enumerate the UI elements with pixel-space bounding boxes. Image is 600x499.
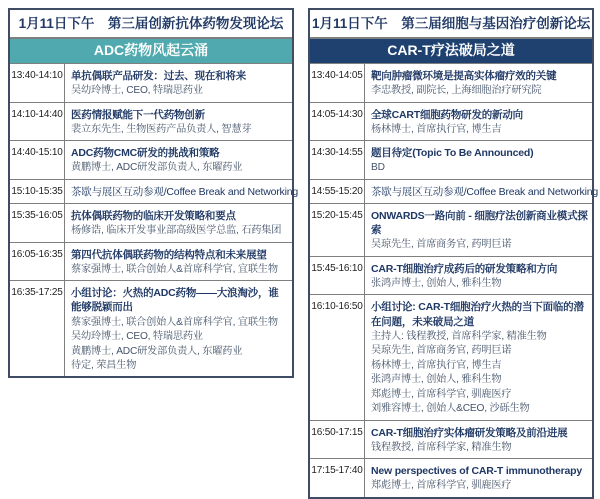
session-row (10, 141, 292, 180)
speaker-line: 主持人: 钱程教授, 首席科学家, 精准生物 (371, 330, 547, 342)
speaker-line: 郑彪博士, 首席科学官, 驯鹿医疗 (371, 388, 512, 400)
session-list-cart (310, 64, 598, 497)
session-time: 14:55-15:20 (310, 180, 365, 203)
forum-header-cgt: 1月11日下午 第三届细胞与基因治疗创新论坛 (310, 10, 592, 39)
speaker-line: 黄鹏博士, ADC研发部负责人, 东曜药业 (71, 162, 243, 174)
session-time: 14:30-14:55 (310, 141, 365, 179)
session-title: ADC药物CMC研发的挑战和策略 (71, 147, 220, 160)
session-content (365, 421, 592, 459)
session-content (365, 204, 592, 256)
session-title: 全球CART细胞药物研发的新动向 (371, 108, 523, 121)
speaker-line: 蔡家强博士, 联合创始人&首席科学官, 宜联生物 (71, 263, 278, 275)
session-time: 13:40-14:10 (10, 64, 65, 102)
session-content (65, 103, 292, 141)
session-time: 15:10-15:35 (10, 180, 65, 203)
speaker-line: 李忠教授, 副院长, 上海细胞治疗研究院 (371, 85, 542, 97)
forum-cell-gene-therapy (308, 8, 598, 499)
session-row (310, 204, 592, 257)
session-time: 15:35-16:05 (10, 204, 65, 242)
session-row (310, 421, 592, 460)
speaker-line: 张鸿声博士, 创始人, 雅科生物 (371, 374, 502, 386)
session-content (365, 141, 592, 179)
session-row (310, 257, 592, 296)
session-title: 医药情报赋能下一代药物创新 (71, 108, 205, 121)
session-row (310, 103, 592, 142)
speaker-line: 钱程教授, 首席科学家, 精准生物 (371, 441, 512, 453)
session-time: 14:10-14:40 (10, 103, 65, 141)
forum-subtitle-cart: CAR-T疗法破局之道 (310, 39, 592, 64)
session-row (10, 281, 292, 376)
speaker-line: 杨林博士, 首席执行官, 博生吉 (371, 123, 502, 135)
speaker-line: 裴立东先生, 生物医药产品负责人, 智慧芽 (71, 123, 252, 135)
session-time: 14:05-14:30 (310, 103, 365, 141)
session-content (365, 180, 598, 203)
session-row (310, 180, 598, 204)
session-title: New perspectives of CAR-T immunotherapy (371, 465, 582, 478)
forum-header-antibody: 1月11日下午 第三届创新抗体药物发现论坛 (10, 10, 292, 39)
speaker-line: 蔡家强博士, 联合创始人&首席科学官, 宜联生物 (71, 316, 278, 328)
speaker-line: 杨修诰, 临床开发事业部高级医学总监, 石药集团 (71, 225, 282, 237)
session-time: 15:20-15:45 (310, 204, 365, 256)
session-content (65, 141, 292, 179)
session-time: 15:45-16:10 (310, 257, 365, 295)
session-content (65, 180, 298, 203)
session-time: 14:40-15:10 (10, 141, 65, 179)
session-row (310, 141, 592, 180)
speaker-line: 待定, 荣昌生物 (71, 359, 137, 371)
session-time: 16:10-16:50 (310, 295, 365, 419)
session-content (365, 64, 592, 102)
session-row (10, 204, 292, 243)
speaker-line: 刘雅容博士, 创始人&CEO, 沙砾生物 (371, 403, 530, 415)
session-title: 题目待定(Topic To Be Announced) (371, 147, 534, 160)
session-row (310, 64, 592, 103)
session-content (365, 103, 592, 141)
session-title: ONWARDS一路向前 - 细胞疗法创新商业模式探索 (371, 210, 588, 237)
session-time: 16:05-16:35 (10, 243, 65, 281)
session-title: CAR-T细胞治疗成药后的研发策略和方向 (371, 262, 558, 275)
speaker-line: 吴幼玲博士, CEO, 特瑞思药业 (71, 331, 203, 343)
speaker-line: 郑彪博士, 首席科学官, 驯鹿医疗 (371, 480, 512, 492)
speaker-line: BD (371, 162, 385, 174)
forum-antibody-discovery (8, 8, 298, 378)
session-row (10, 180, 298, 204)
session-row (310, 459, 592, 497)
speaker-line: 张鸿声博士, 创始人, 雅科生物 (371, 278, 502, 289)
session-title: 茶歇与展区互动参观/Coffee Break and Networking (371, 185, 598, 198)
session-title: 茶歇与展区互动参观/Coffee Break and Networking (71, 185, 298, 198)
session-content (65, 281, 292, 376)
session-content (65, 243, 292, 281)
session-row (10, 64, 292, 103)
session-title: 抗体偶联药物的临床开发策略和要点 (71, 210, 236, 223)
session-row (310, 295, 592, 420)
session-content (365, 459, 592, 497)
speaker-line: 吴琼先生, 首席商务官, 药明巨诺 (371, 239, 512, 251)
speaker-line: 杨林博士, 首席执行官, 博生吉 (371, 359, 502, 371)
session-time: 16:50-17:15 (310, 421, 365, 459)
session-row (10, 103, 292, 142)
speaker-line: 吴琼先生, 首席商务官, 药明巨诺 (371, 345, 512, 357)
session-title: 靶向肿瘤微环境是提高实体瘤疗效的关键 (371, 69, 557, 82)
session-content (365, 295, 592, 419)
forum-subtitle-adc: ADC药物风起云涌 (10, 39, 292, 64)
session-content (65, 204, 292, 242)
session-title: 小组讨论：火热的ADC药物——大浪淘沙，谁能够脱颖而出 (71, 287, 279, 314)
session-title: 小组讨论: CAR-T细胞治疗火热的当下面临的潜在问题，未来破局之道 (371, 301, 584, 328)
session-time: 13:40-14:05 (310, 64, 365, 102)
speaker-line: 吴幼玲博士, CEO, 特瑞思药业 (71, 85, 203, 97)
session-time: 17:15-17:40 (310, 459, 365, 497)
session-title: 单抗偶联产品研发：过去、现在和将来 (71, 69, 247, 82)
session-row (10, 243, 292, 282)
session-time: 16:35-17:25 (10, 281, 65, 376)
session-list-adc (10, 64, 298, 376)
session-content (65, 64, 292, 102)
session-title: 第四代抗体偶联药物的结构特点和未来展望 (71, 248, 267, 261)
speaker-line: 黄鹏博士, ADC研发部负责人, 东曜药业 (71, 345, 243, 357)
session-content (365, 257, 592, 295)
session-title: CAR-T细胞治疗实体瘤研发策略及前沿进展 (371, 426, 568, 439)
